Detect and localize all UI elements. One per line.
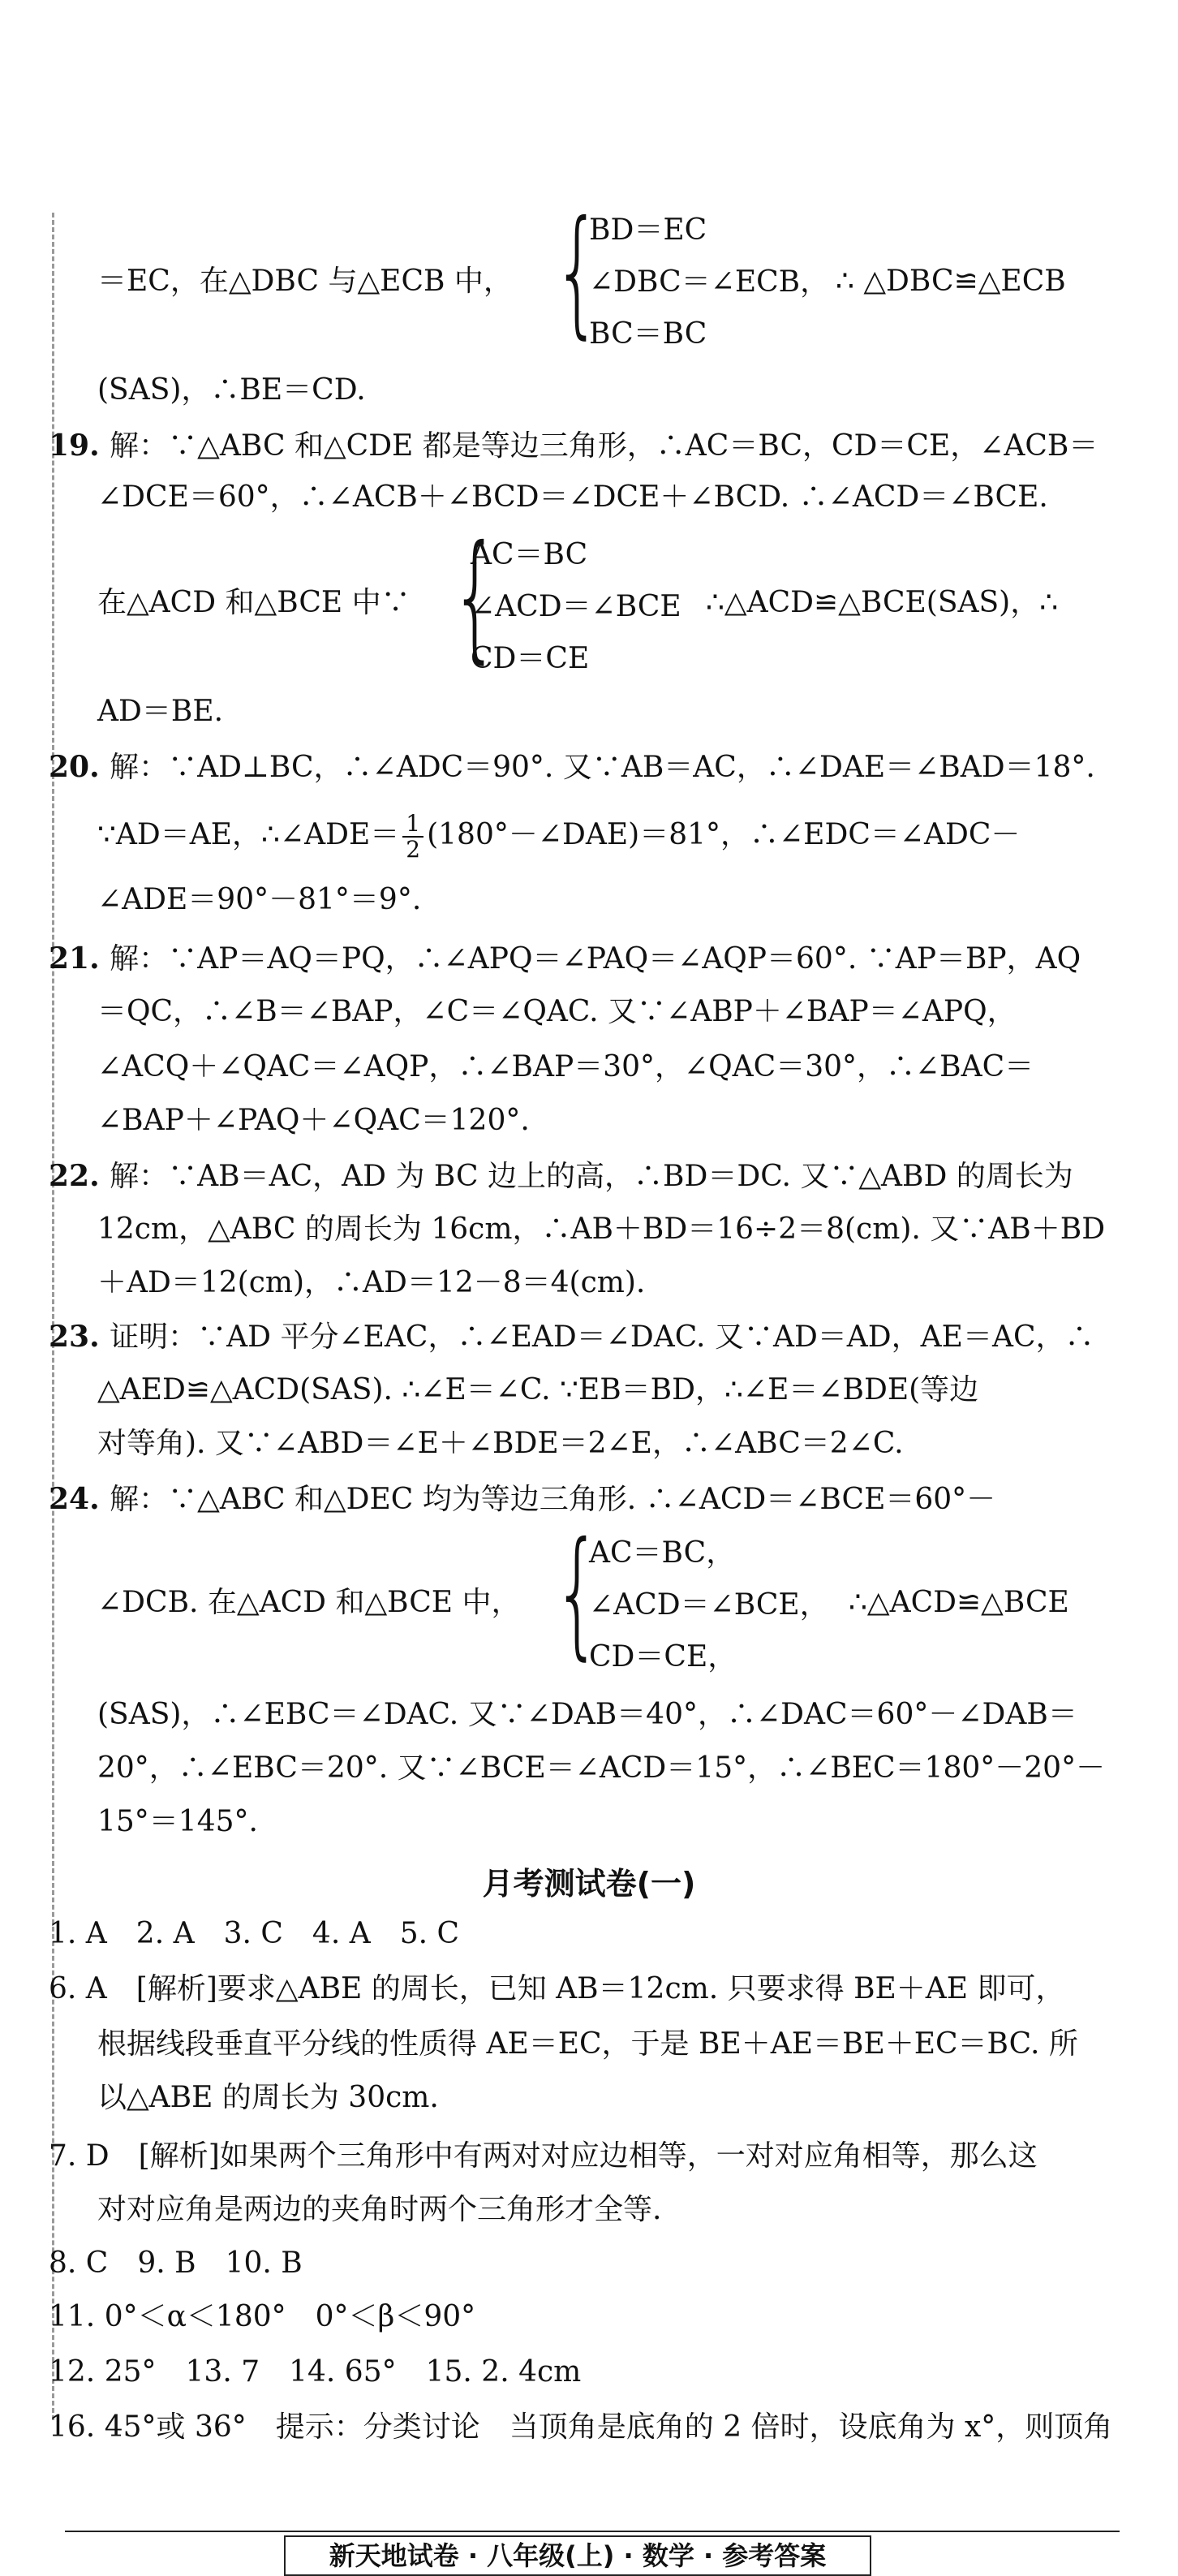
system-row: BC＝BC [589, 317, 707, 351]
answer-line: 1. A 2. A 3. C 4. A 5. C [49, 1917, 460, 1950]
system-row: CD＝CE， [589, 1640, 737, 1674]
equation-system [471, 529, 681, 685]
text-line: 15°＝145°. [97, 1805, 258, 1838]
text-line: ∠DCB. 在△ACD 和△BCE 中， [97, 1586, 521, 1619]
text-line: ＝EC，在△DBC 与△ECB 中， [97, 265, 513, 298]
system-row: ∠ACD＝∠BCE [471, 590, 681, 623]
brace: { [553, 1513, 602, 1674]
answer-line: 对对应角是两边的夹角时两个三角形才全等. [97, 2193, 662, 2226]
answer-line: 根据线段垂直平分线的性质得 AE＝EC，于是 BE＋AE＝BE＋EC＝BC. 所 [97, 2027, 1078, 2061]
text-line: 12cm，△ABC 的周长为 16cm，∴AB＋BD＝16÷2＝8(cm). 又∵AB＋BD [97, 1213, 1106, 1246]
answer-line: 8. C 9. B 10. B [49, 2246, 303, 2280]
text-line: ∠ADE＝90°－81°＝9°. [97, 883, 422, 916]
section-title: 月考测试卷(一) [482, 1866, 696, 1902]
text-line: ∴ △DBC≌△ECB [836, 265, 1066, 298]
question-24: 24. 解：∵△ABC 和△DEC 均为等边三角形. ∴∠ACD＝∠BCE＝60°－ [49, 1482, 996, 1516]
text-line: (SAS)，∴BE＝CD. [97, 373, 366, 407]
text-line: (SAS)，∴∠EBC＝∠DAC. 又∵∠DAB＝40°，∴∠DAC＝60°－∠DAB＝ [97, 1698, 1077, 1731]
question-21: 21. 解：∵AP＝AQ＝PQ，∴∠APQ＝∠PAQ＝∠AQP＝60°. ∵AP＝BP，AQ [49, 941, 1081, 976]
text-line: ∠ACQ＋∠QAC＝∠AQP，∴∠BAP＝30°，∠QAC＝30°，∴∠BAC＝ [97, 1050, 1034, 1083]
answer-line: 7. D [解析]如果两个三角形中有两对对应边相等，一对对应角相等，那么这 [49, 2139, 1038, 2173]
system-row: CD＝CE [471, 642, 590, 675]
text-line: ∴△ACD≌△BCE [849, 1586, 1069, 1619]
system-row: ∠ACD＝∠BCE， [589, 1588, 829, 1622]
text-line: AD＝BE. [97, 695, 224, 728]
answer-line: 16. 45°或 36° 提示：分类讨论 当顶角是底角的 2 倍时，设底角为 x°，则顶角 [49, 2410, 1113, 2444]
page-footer: 新天地试卷 · 八年级(上) · 数学 · 参考答案 [284, 2535, 871, 2576]
text-line: 在△ACD 和△BCE 中∵ [97, 586, 411, 619]
answer-line: 11. 0°＜α＜180° 0°＜β＜90° [49, 2300, 476, 2333]
system-row: BD＝EC [589, 213, 707, 247]
text-line: 对等角). 又∵∠ABD＝∠E＋∠BDE＝2∠E，∴∠ABC＝2∠C. [97, 1427, 904, 1460]
equation-system [589, 1527, 829, 1683]
answer-line: 12. 25° 13. 7 14. 65° 15. 2. 4cm [49, 2355, 582, 2389]
text-line: 20°，∴∠EBC＝20°. 又∵∠BCE＝∠ACD＝15°，∴∠BEC＝180°－20°－ [97, 1751, 1106, 1785]
equation-system [589, 205, 829, 360]
answer-line: 以△ABE 的周长为 30cm. [97, 2081, 439, 2114]
footer-rule [65, 2531, 1120, 2532]
text-line: ∠DCE＝60°，∴∠ACB＋∠BCD＝∠DCE＋∠BCD. ∴∠ACD＝∠BCE. [97, 480, 1048, 514]
question-22: 22. 解：∵AB＝AC，AD 为 BC 边上的高，∴BD＝DC. 又∵△ABD 的周长为 [49, 1159, 1073, 1193]
text-line: ∴△ACD≌△BCE(SAS)，∴ [706, 586, 1059, 619]
text-line: △AED≌△ACD(SAS). ∴∠E＝∠C. ∵EB＝BD，∴∠E＝∠BDE(等边 [97, 1373, 979, 1406]
system-row: ∠DBC＝∠ECB， [589, 265, 830, 299]
text-line: ∵AD＝AE，∴∠ADE＝ $\frac{1}{2}$ (180°－∠DAE)＝81°，∴∠EDC＝∠ADC－ [97, 810, 1021, 863]
text-line: ＋AD＝12(cm)，∴AD＝12－8＝4(cm). [97, 1266, 646, 1299]
system-row: AC＝BC， [589, 1536, 736, 1570]
question-23: 23. 证明：∵AD 平分∠EAC，∴∠EAD＝∠DAC. 又∵AD＝AD，AE＝AC，∴ [49, 1320, 1094, 1354]
answer-line: 6. A [解析]要求△ABE 的周长，已知 AB＝12cm. 只要求得 BE＋AE 即可， [49, 1972, 1065, 2005]
brace: { [553, 192, 602, 352]
fraction: $\frac{1}{2}$ [402, 812, 423, 862]
text-line: ＝QC，∴∠B＝∠BAP，∠C＝∠QAC. 又∵∠ABP＋∠BAP＝∠APQ， [97, 995, 1017, 1028]
text-line: ∠BAP＋∠PAQ＋∠QAC＝120°. [97, 1104, 530, 1137]
brace: { [451, 516, 500, 677]
question-19: 19. 解：∵△ABC 和△CDE 都是等边三角形，∴AC＝BC，CD＝CE，∠ACB＝ [49, 429, 1098, 463]
system-row: AC＝BC [471, 538, 588, 571]
question-20: 20. 解：∵AD⊥BC，∴∠ADC＝90°. 又∵AB＝AC，∴∠DAE＝∠BAD＝18°. [49, 750, 1095, 784]
